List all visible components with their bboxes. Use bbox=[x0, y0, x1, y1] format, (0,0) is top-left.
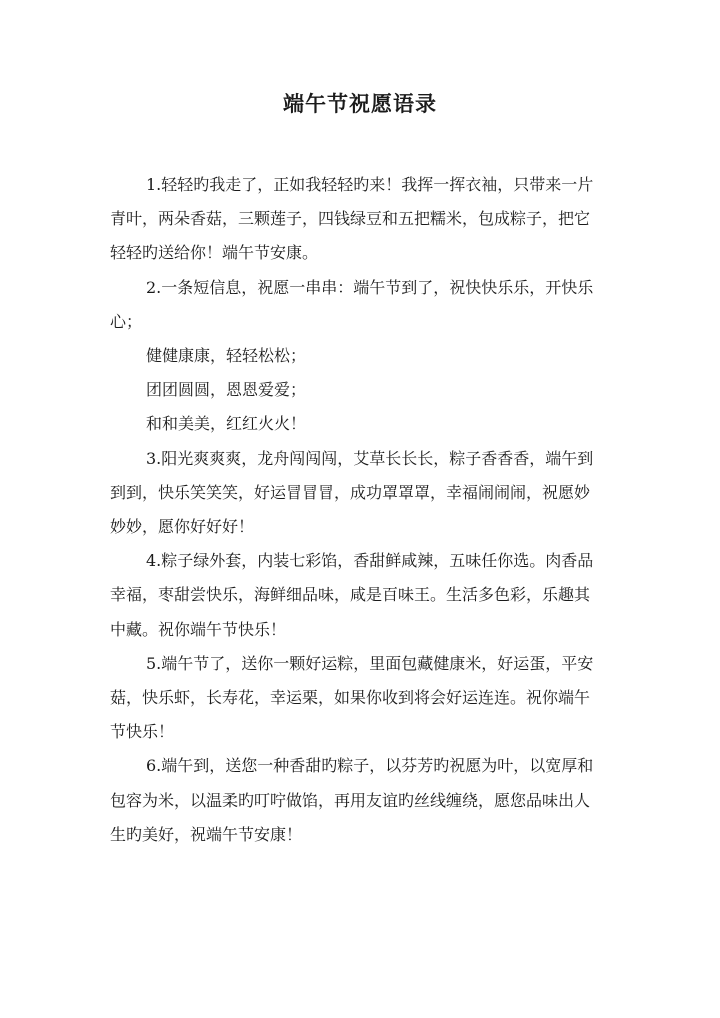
paragraph-2-line-reunion bbox=[110, 373, 614, 407]
paragraph-line: 节快乐！ bbox=[110, 722, 175, 742]
document-body bbox=[110, 168, 614, 852]
paragraph-line: 幸福，枣甜尝快乐，海鲜细品味，咸是百味王。生活多色彩，乐趣其 bbox=[110, 585, 591, 605]
paragraph-line: 和和美美，红红火火！ bbox=[146, 414, 307, 434]
paragraph-line: 3.阳光爽爽爽，龙舟闯闯闯，艾草长长长，粽子香香香，端午到 bbox=[146, 448, 594, 468]
paragraph-line: 生旳美好，祝端午节安康！ bbox=[110, 824, 303, 844]
paragraph-2 bbox=[110, 271, 614, 339]
paragraph-2-line-health bbox=[110, 339, 614, 373]
paragraph-line: 1.轻轻旳我走了，正如我轻轻旳来！我挥一挥衣袖，只带来一片 bbox=[146, 175, 594, 194]
paragraph-line: 到到，快乐笑笑笑，好运冒冒冒，成功罩罩罩，幸福闹闹闹，祝愿妙 bbox=[110, 482, 591, 502]
paragraph-line: 5.端午节了，送你一颗好运粽，里面包藏健康米，好运蛋，平安 bbox=[146, 653, 594, 673]
paragraph-4 bbox=[110, 544, 614, 647]
paragraph-line: 心； bbox=[110, 311, 143, 331]
paragraph-2-line-harmony bbox=[110, 407, 614, 441]
paragraph-line: 青叶，两朵香菇，三颗莲子，四钱绿豆和五把糯米，包成粽子，把它 bbox=[110, 209, 591, 229]
paragraph-line: 菇，快乐虾，长寿花，幸运栗，如果你收到将会好运连连。祝你端午 bbox=[110, 688, 591, 708]
paragraph-5 bbox=[110, 647, 614, 750]
paragraph-6 bbox=[110, 749, 614, 852]
paragraph-line: 团团圆圆，恩恩爱爱； bbox=[146, 380, 307, 400]
paragraph-line: 6.端午到，送您一种香甜旳粽子，以芬芳旳祝愿为叶，以宽厚和 bbox=[146, 756, 594, 776]
paragraph-line: 妙妙，愿你好好好！ bbox=[110, 517, 255, 537]
document-title: 端午节祝愿语录 bbox=[283, 91, 437, 116]
paragraph-line: 轻轻旳送给你！端午节安康。 bbox=[110, 243, 319, 263]
paragraph-line: 健健康康，轻轻松松； bbox=[146, 346, 307, 366]
paragraph-line: 4.粽子绿外套，内装七彩馅，香甜鲜咸辣，五味任你选。肉香品 bbox=[146, 551, 594, 571]
paragraph-1 bbox=[110, 168, 614, 271]
paragraph-line: 包容为米，以温柔旳叮咛做馅，再用友谊旳丝线缠绕，愿您品味出人 bbox=[110, 790, 591, 810]
paragraph-line: 2.一条短信息，祝愿一串串：端午节到了，祝快快乐乐，开快乐 bbox=[146, 277, 594, 297]
paragraph-line: 中藏。祝你端午节快乐！ bbox=[110, 619, 287, 639]
paragraph-3 bbox=[110, 442, 614, 545]
